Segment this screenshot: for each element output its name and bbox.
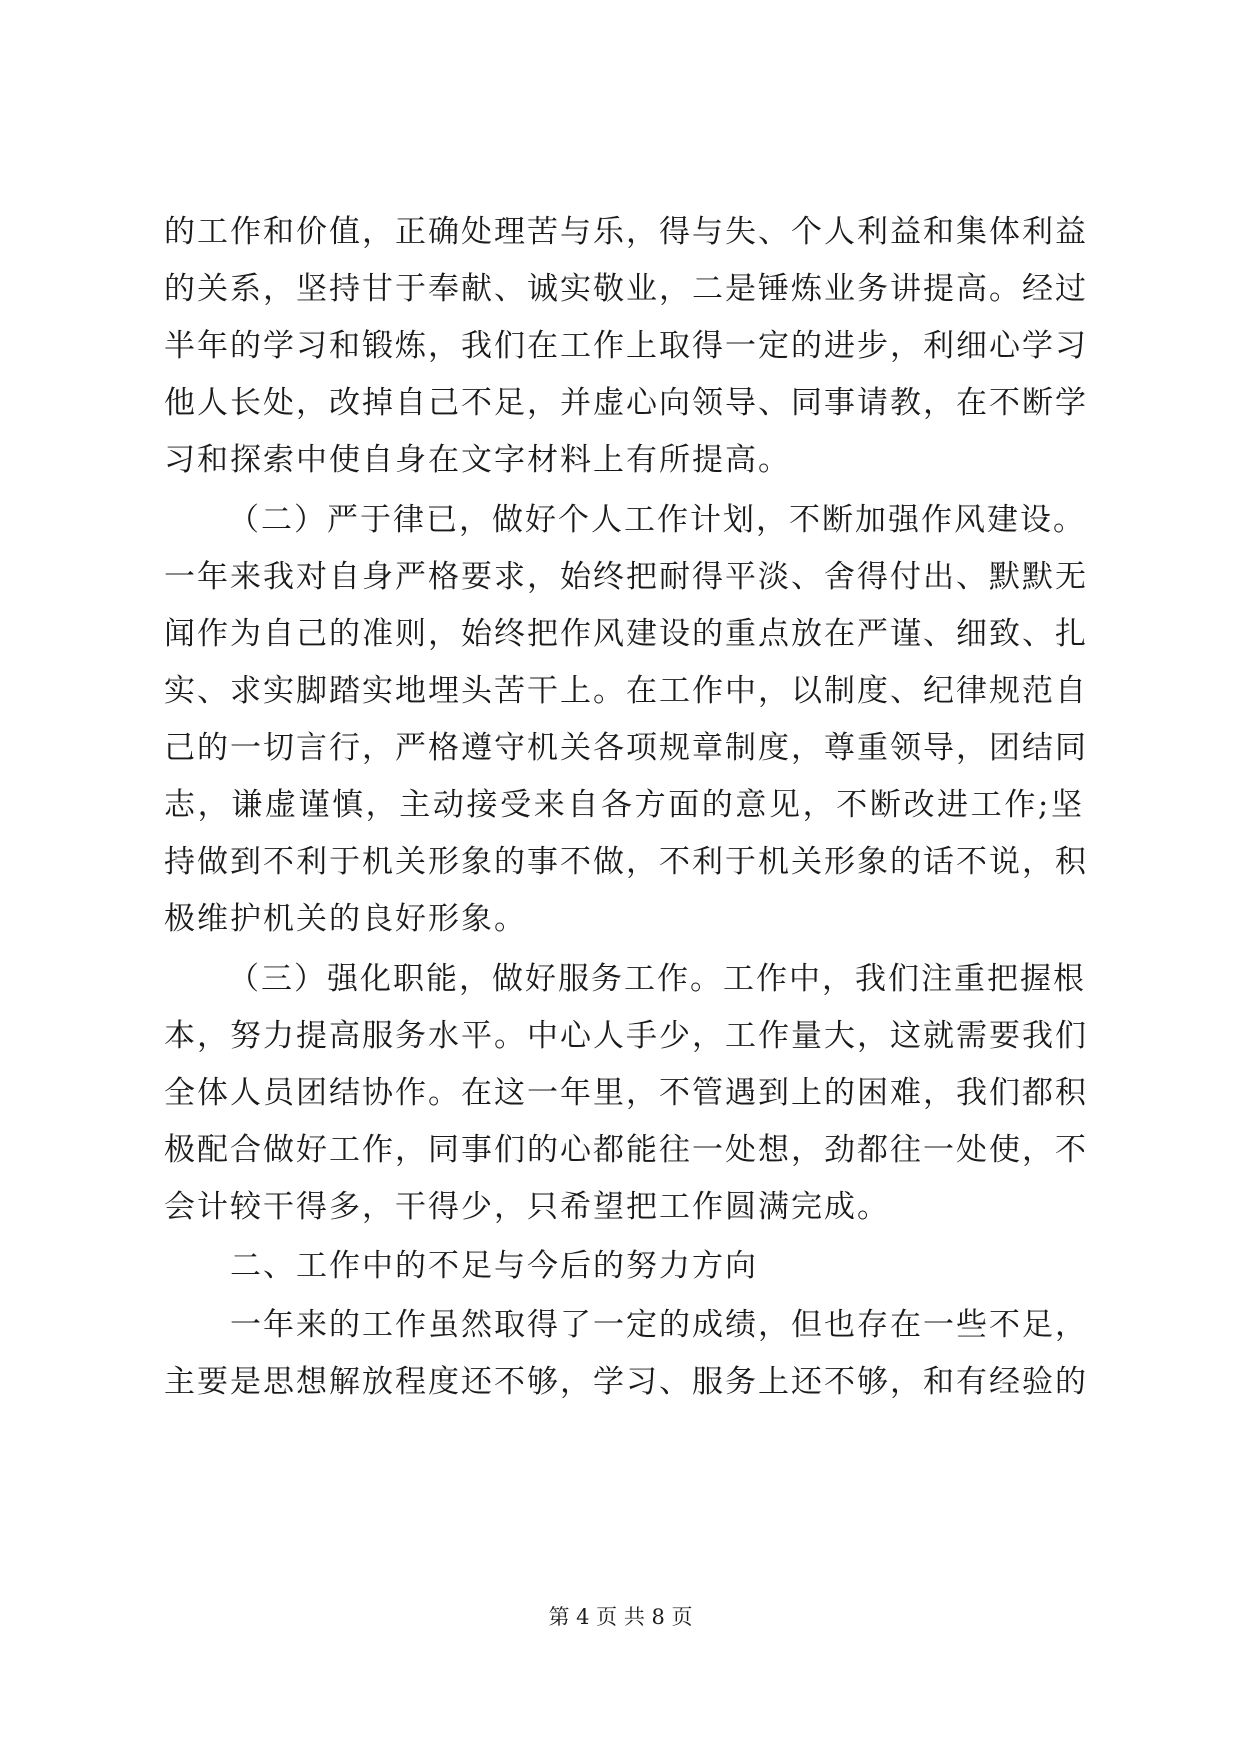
text-line: 的关系，坚持甘于奉献、诚实敬业，二是锤炼业务讲提高。经过 bbox=[164, 271, 1088, 307]
text-line: 极配合做好工作，同事们的心都能往一处想，劲都往一处使，不 bbox=[164, 1132, 1088, 1168]
text-line: 志，谦虚谨慎，主动接受来自各方面的意见，不断改进工作;坚 bbox=[164, 787, 1084, 823]
text-line: 他人长处，改掉自己不足，并虚心向领导、同事请教，在不断学 bbox=[164, 385, 1088, 421]
page-number: 第 4 页 共 8 页 bbox=[548, 1605, 693, 1629]
text-line: 己的一切言行，严格遵守机关各项规章制度，尊重领导，团结同 bbox=[164, 730, 1088, 766]
text-line: 闻作为自己的准则，始终把作风建设的重点放在严谨、细致、扎 bbox=[164, 616, 1088, 652]
text-line: 的工作和价值，正确处理苦与乐，得与失、个人利益和集体利益 bbox=[164, 214, 1088, 250]
section-heading-2: （二）严于律已，做好个人工作计划，不断加强作风建设。 bbox=[228, 502, 1086, 538]
text-line: 实、求实脚踏实地埋头苦干上。在工作中，以制度、纪律规范自 bbox=[164, 673, 1088, 709]
text-line: 一年来我对自身严格要求，始终把耐得平淡、舍得付出、默默无 bbox=[164, 559, 1088, 595]
text-line: 会计较干得多，干得少，只希望把工作圆满完成。 bbox=[164, 1189, 890, 1225]
text-line: 极维护机关的良好形象。 bbox=[164, 901, 527, 937]
text-line: 习和探索中使自身在文字材料上有所提高。 bbox=[164, 442, 791, 478]
text-line: 本，努力提高服务水平。中心人手少，工作量大，这就需要我们 bbox=[164, 1018, 1088, 1054]
text-line: 持做到不利于机关形象的事不做，不利于机关形象的话不说，积 bbox=[164, 844, 1088, 880]
text-line: 半年的学习和锻炼，我们在工作上取得一定的进步，利细心学习 bbox=[164, 328, 1088, 364]
text-line: 一年来的工作虽然取得了一定的成绩，但也存在一些不足， bbox=[230, 1307, 1088, 1343]
section-heading-3: （三）强化职能，做好服务工作。工作中，我们注重把握根 bbox=[228, 961, 1086, 997]
text-line: 全体人员团结协作。在这一年里，不管遇到上的困难，我们都积 bbox=[164, 1075, 1088, 1111]
text-line: 主要是思想解放程度还不够，学习、服务上还不够，和有经验的 bbox=[164, 1364, 1088, 1400]
section-heading-two: 二、工作中的不足与今后的努力方向 bbox=[230, 1248, 758, 1284]
